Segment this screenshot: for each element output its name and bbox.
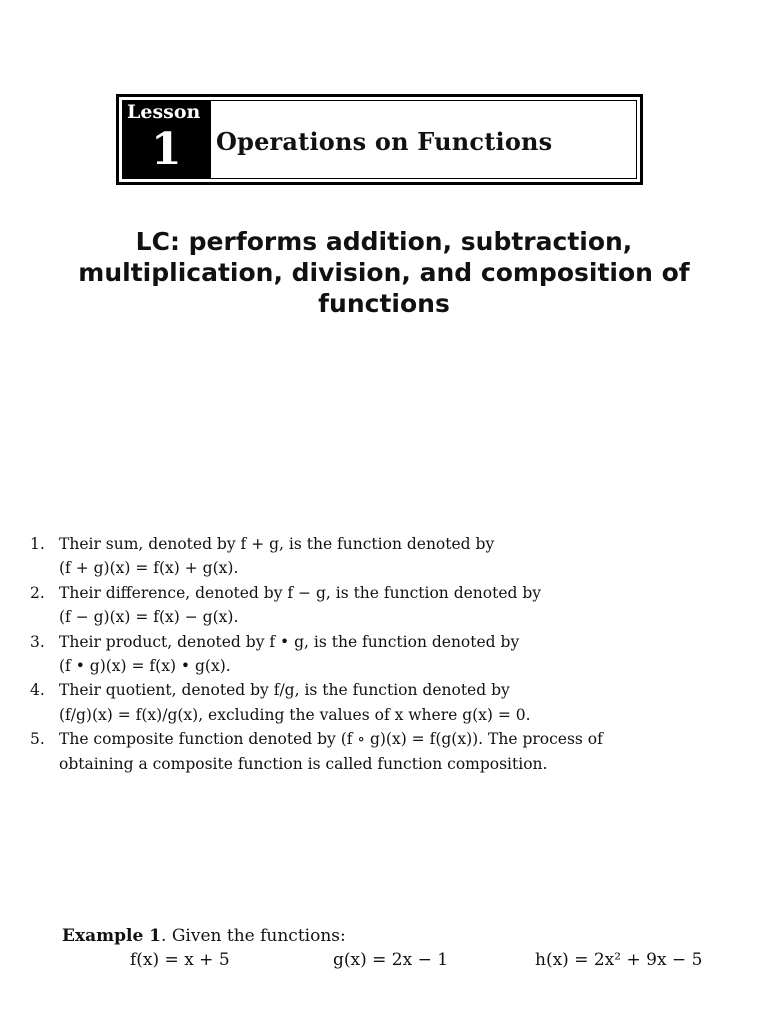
- lesson-tab: [122, 100, 210, 179]
- item-number: 1.: [30, 535, 45, 553]
- lc-line-2: multiplication, division, and composition of: [78, 258, 690, 287]
- item-text: The composite function denoted by (f ∘ g)(x) = f(g(x)). The process of: [59, 730, 603, 749]
- item-formula: (f − g)(x) = f(x) − g(x).: [59, 608, 239, 627]
- item-formula: obtaining a composite function is called function composition.: [59, 754, 548, 773]
- function-f: f(x) = x + 5: [130, 950, 230, 970]
- lesson-word: Lesson: [127, 101, 201, 123]
- item-number: 5.: [30, 730, 45, 749]
- list-item: [30, 630, 742, 679]
- lesson-header: [116, 94, 643, 185]
- list-item: [30, 678, 742, 727]
- list-item: [30, 581, 742, 630]
- list-item: [30, 727, 742, 776]
- item-text: Their quotient, denoted by f/g, is the function denoted by: [59, 681, 510, 700]
- lesson-title: Operations on Functions: [216, 127, 553, 156]
- item-text: Their product, denoted by f • g, is the function denoted by: [59, 632, 520, 651]
- list-item: [30, 532, 742, 581]
- example-intro: . Given the functions:: [161, 926, 346, 946]
- operations-list: [30, 532, 742, 776]
- lc-line-3: functions: [318, 289, 450, 318]
- item-number: 4.: [30, 681, 45, 700]
- learning-competency: [0, 226, 768, 319]
- item-formula: (f/g)(x) = f(x)/g(x), excluding the values of x where g(x) = 0.: [59, 705, 531, 724]
- lc-line-1: LC: performs addition, subtraction,: [135, 227, 633, 256]
- item-text: Their difference, denoted by f − g, is the function denoted by: [59, 583, 542, 602]
- item-formula: (f • g)(x) = f(x) • g(x).: [59, 657, 231, 676]
- example-label: Example 1: [62, 926, 162, 946]
- item-number: 3.: [30, 632, 45, 651]
- item-number: 2.: [30, 583, 45, 602]
- example-1: [62, 924, 752, 949]
- item-text: Their sum, denoted by f + g, is the function denoted by: [59, 535, 495, 553]
- item-formula: (f + g)(x) = f(x) + g(x).: [59, 559, 239, 578]
- function-h: h(x) = 2x² + 9x − 5: [535, 950, 703, 970]
- lesson-number: 1: [151, 124, 182, 175]
- function-g: g(x) = 2x − 1: [333, 950, 449, 970]
